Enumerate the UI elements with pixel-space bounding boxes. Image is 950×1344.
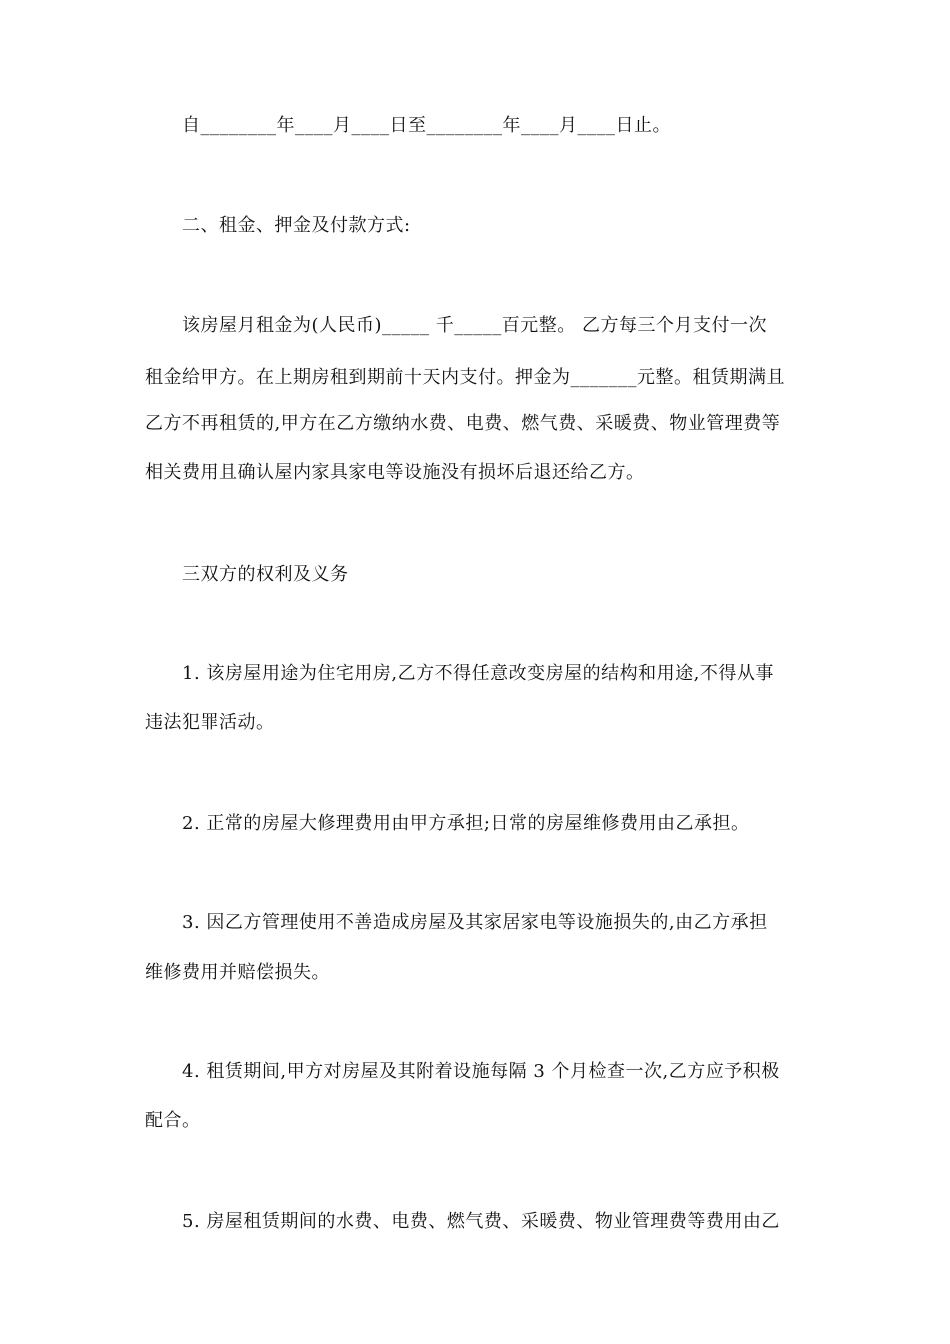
lease-term-line: 自________年____月____日至________年____月____日止。 xyxy=(182,115,671,136)
clause-3-line: 3. 因乙方管理使用不善造成房屋及其家居家电等设施损失的,由乙方承担 xyxy=(182,912,768,933)
clause-4-continuation: 配合。 xyxy=(145,1110,201,1131)
clause-1-continuation: 违法犯罪活动。 xyxy=(145,712,275,733)
section-2-paragraph-line: 该房屋月租金为(人民币)_____ 千_____百元整。 乙方每三个月支付一次 xyxy=(182,315,767,336)
clause-1-line: 1. 该房屋用途为住宅用房,乙方不得任意改变房屋的结构和用途,不得从事 xyxy=(182,663,774,684)
section-2-paragraph-line: 租金给甲方。在上期房租到期前十天内支付。押金为_______元整。租赁期满且 xyxy=(145,367,785,388)
clause-2-line: 2. 正常的房屋大修理费用由甲方承担;日常的房屋维修费用由乙承担。 xyxy=(182,813,750,834)
section-3-heading: 三双方的权利及义务 xyxy=(182,564,349,585)
section-2-paragraph-line: 相关费用且确认屋内家具家电等设施没有损坏后退还给乙方。 xyxy=(145,462,645,483)
section-2-heading: 二、租金、押金及付款方式: xyxy=(182,215,411,236)
clause-5-line: 5. 房屋租赁期间的水费、电费、燃气费、采暖费、物业管理费等费用由乙 xyxy=(182,1211,780,1232)
clause-3-continuation: 维修费用并赔偿损失。 xyxy=(145,962,330,983)
section-2-paragraph-line: 乙方不再租赁的,甲方在乙方缴纳水费、电费、燃气费、采暖费、物业管理费等 xyxy=(145,413,781,434)
clause-4-line: 4. 租赁期间,甲方对房屋及其附着设施每隔 3 个月检查一次,乙方应予积极 xyxy=(182,1061,780,1082)
